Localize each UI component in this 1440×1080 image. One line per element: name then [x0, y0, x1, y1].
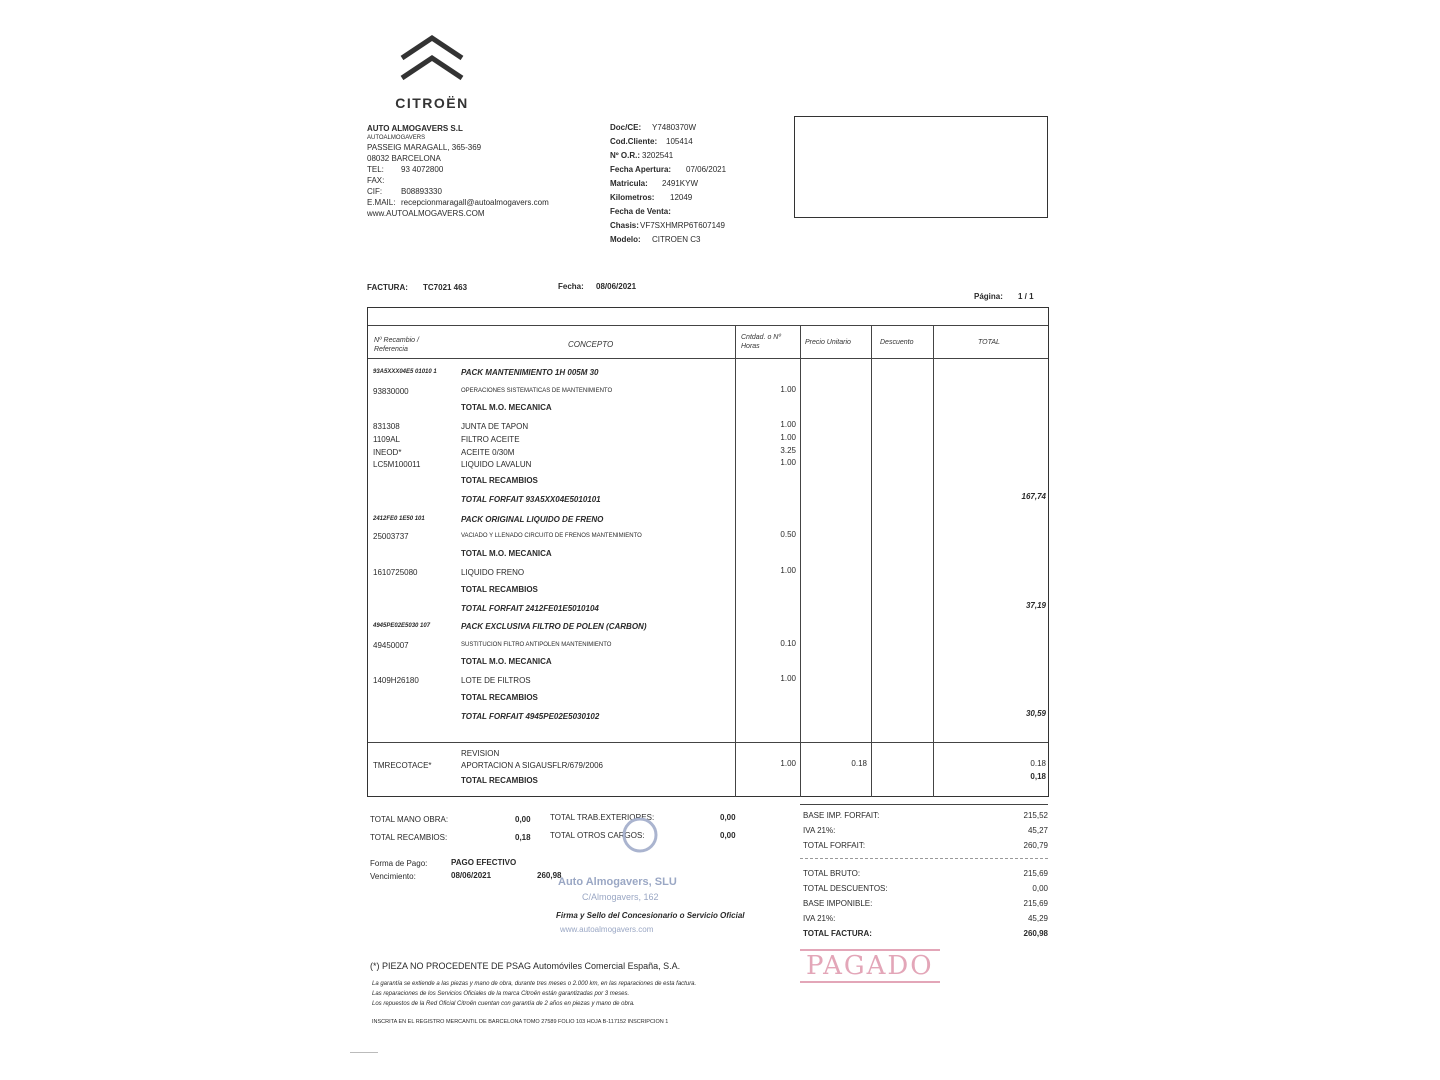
row-ref: 93830000	[373, 387, 409, 396]
col-header-descuento: Descuento	[880, 339, 914, 346]
row-ref: 49450007	[373, 641, 409, 650]
invoice-page-value: 1 / 1	[1018, 292, 1034, 301]
vehicle-value: 07/06/2021	[686, 165, 727, 174]
footer-legal-1: La garantía se extiende a las piezas y mano de obra, durante tres meses o 2.000 km, en las reparaciones de esta factura.	[372, 981, 697, 987]
col-header-cant: Cntdad. o Nº Horas	[741, 334, 781, 350]
dealer-cif-label: CIF:	[367, 187, 383, 196]
col-divider	[735, 325, 736, 797]
row-cantidad: 3.25	[780, 446, 796, 455]
vehicle-label: Kilometros:	[610, 193, 655, 202]
footer-legal-2: Las reparaciones de los Servicios Oficiales de la marca Citroën están garantizadas por 3 meses.	[372, 991, 630, 997]
row-concepto: TOTAL FORFAIT 4945PE02E5030102	[461, 712, 600, 721]
customer-address-box	[794, 116, 1048, 218]
row-ref: LC5M100011	[373, 460, 421, 469]
row-concepto: PACK EXCLUSIVA FILTRO DE POLEN (CARBON)	[461, 622, 647, 631]
extra-precio: 0.18	[851, 759, 867, 768]
row-cantidad: 1.00	[780, 385, 796, 394]
summary-value: 45,27	[1027, 826, 1048, 835]
row-concepto: JUNTA DE TAPON	[461, 422, 529, 431]
row-concepto: LIQUIDO LAVALUN	[461, 460, 532, 469]
invoice-date-value: 08/06/2021	[596, 282, 637, 291]
row-cantidad: 1.00	[780, 674, 796, 683]
summary-trab-ext: 0,00	[720, 813, 736, 822]
stamp-line2: C/Almogavers, 162	[582, 892, 659, 902]
summary-recambios-label: TOTAL RECAMBIOS:	[370, 833, 448, 842]
vehicle-value: 105414	[666, 137, 693, 146]
vehicle-row	[610, 164, 780, 175]
footer-note: (*) PIEZA NO PROCEDENTE DE PSAG Automóviles Comercial España, S.A.	[370, 961, 681, 971]
summary-value: 215,52	[1023, 811, 1048, 820]
dealer-tel	[367, 164, 607, 175]
row-concepto: TOTAL RECAMBIOS	[461, 476, 538, 485]
summary-value: 260,98	[1023, 929, 1048, 938]
stamp-seal-icon	[610, 810, 670, 860]
summary-label: IVA 21%:	[803, 914, 836, 923]
payment-method-label: Forma de Pago:	[370, 859, 428, 868]
page-edge-mark	[350, 1052, 378, 1053]
vehicle-value: CITROEN C3	[652, 235, 701, 244]
row-ref: 1109AL	[373, 435, 400, 444]
summary-otros-label: TOTAL OTROS CARGOS:	[550, 831, 645, 840]
table-top-divider	[368, 325, 1048, 326]
col-divider	[871, 325, 872, 797]
dealer-stamp	[556, 806, 766, 936]
stamp-line1: Auto Almogavers, SLU	[558, 876, 677, 888]
extra-concepto: APORTACION A SIGAUSFLR/679/2006	[461, 761, 603, 770]
row-concepto: TOTAL FORFAIT 2412FE01E5010104	[461, 604, 599, 613]
summary-otros: 0,00	[720, 831, 736, 840]
row-concepto: FILTRO ACEITE	[461, 435, 520, 444]
row-ref: INEOD*	[373, 448, 402, 457]
extra-subtotal: 0,18	[1030, 772, 1046, 781]
footer-legal-3: Los repuestos de la Red Oficial Citroën cuentan con garantía de 2 años en piezas y mano de obra.	[372, 1001, 635, 1007]
dealer-cif-value: B08893330	[401, 187, 442, 196]
row-ref: 2412FE0 1E50 101	[373, 516, 425, 522]
table-section-divider	[368, 742, 1048, 743]
col-header-concepto: CONCEPTO	[568, 340, 614, 349]
row-concepto: TOTAL M.O. MECANICA	[461, 403, 552, 412]
row-concepto: LOTE DE FILTROS	[461, 676, 531, 685]
vehicle-value: Y7480370W	[652, 123, 697, 132]
summary-value: 215,69	[1023, 869, 1048, 878]
summary-value: 215,69	[1023, 899, 1048, 908]
summary-label: TOTAL FACTURA:	[803, 929, 872, 938]
row-concepto: ACEITE 0/30M	[461, 448, 515, 457]
vehicle-row	[610, 178, 780, 189]
summary-label: TOTAL DESCUENTOS:	[803, 884, 888, 893]
summary-value: 0,00	[1032, 884, 1048, 893]
footer-registry: INSCRITA EN EL REGISTRO MERCANTIL DE BARCELONA TOMO 27589 FOLIO 103 HOJA B-117152 INSCRIPCION 1	[372, 1019, 669, 1025]
extra-subtotal-label: TOTAL RECAMBIOS	[461, 776, 538, 785]
dealer-email-label: E.MAIL:	[367, 198, 396, 207]
row-total: 30,59	[1025, 709, 1046, 718]
table-header-divider	[368, 358, 1048, 359]
vehicle-value: 2491KYW	[662, 179, 699, 188]
summary-label: IVA 21%:	[803, 826, 836, 835]
row-concepto: LIQUIDO FRENO	[461, 568, 525, 577]
summary-recambios: 0,18	[515, 833, 531, 842]
dealer-email-value: recepcionmaragall@autoalmogavers.com	[401, 198, 549, 207]
citroen-chevrons-icon	[380, 30, 484, 88]
row-concepto: TOTAL M.O. MECANICA	[461, 657, 552, 666]
vehicle-label: Doc/CE:	[610, 123, 642, 132]
stamp-web: www.autoalmogavers.com	[560, 925, 654, 934]
due-amount: 260,98	[537, 871, 562, 880]
vehicle-value: 3202541	[642, 151, 674, 160]
vehicle-label: Cod.Cliente:	[610, 137, 658, 146]
dealer-tel-label: TEL:	[367, 165, 384, 174]
col-header-precio: Precio Unitario	[805, 339, 851, 346]
row-ref: 93A5XXX04E5 01010 1	[373, 369, 437, 375]
summary-trab-ext-label: TOTAL TRAB.EXTERIORES:	[550, 813, 655, 822]
extra-cant: 1.00	[780, 759, 796, 768]
summary-value: 45,29	[1027, 914, 1048, 923]
col-header-total: TOTAL	[978, 339, 1000, 346]
col-divider	[933, 325, 934, 797]
col-divider	[800, 325, 801, 797]
dealer-cif	[367, 186, 607, 197]
row-total: 37,19	[1025, 601, 1046, 610]
summary-value: 260,79	[1023, 841, 1048, 850]
payment-method: PAGO EFECTIVO	[451, 858, 517, 867]
vehicle-label: Matricula:	[610, 179, 648, 188]
dealer-email	[367, 197, 607, 208]
vehicle-value: 12049	[670, 193, 693, 202]
summary-label: BASE IMP. FORFAIT:	[803, 811, 880, 820]
row-ref: 25003737	[373, 532, 409, 541]
vehicle-label: Modelo:	[610, 235, 641, 244]
row-cantidad: 1.00	[780, 566, 796, 575]
row-ref: 831308	[373, 422, 400, 431]
dealer-address: PASSEIG MARAGALL, 365-369	[367, 143, 482, 152]
extra-total: 0.18	[1030, 759, 1046, 768]
row-concepto: PACK MANTENIMIENTO 1H 005M 30	[461, 368, 599, 377]
dealer-fax	[367, 175, 607, 186]
vehicle-row	[610, 206, 780, 217]
row-concepto: TOTAL FORFAIT 93A5XX04E5010101	[461, 495, 601, 504]
summary-divider	[800, 858, 1048, 859]
vehicle-info	[610, 122, 780, 245]
vehicle-label: Fecha de Venta:	[610, 207, 671, 216]
dealer-web: www.AUTOALMOGAVERS.COM	[367, 209, 485, 218]
dealer-subname: AUTOALMOGAVERS	[367, 135, 426, 141]
dealer-info	[367, 123, 607, 219]
dealer-name: AUTO ALMOGAVERS S.L	[367, 124, 463, 133]
row-concepto: VACIADO Y LLENADO CIRCUITO DE FRENOS MANTENIMIENTO	[461, 533, 642, 539]
row-cantidad: 1.00	[780, 433, 796, 442]
invoice-number	[367, 282, 467, 293]
due-date-label: Vencimiento:	[370, 872, 416, 881]
invoice-number-value: TC7021 463	[423, 283, 468, 292]
invoice-page-label: Página:	[974, 292, 1003, 301]
vehicle-row	[610, 122, 780, 133]
vehicle-label: Fecha Apertura:	[610, 165, 672, 174]
stamp-signature-caption: Firma y Sello del Concesionario o Servicio Oficial	[556, 911, 745, 920]
summary-label: TOTAL BRUTO:	[803, 869, 861, 878]
row-concepto: OPERACIONES SISTEMATICAS DE MANTENIMIENTO	[461, 388, 613, 394]
summary-label: BASE IMPONIBLE:	[803, 899, 873, 908]
row-cantidad: 0.10	[780, 639, 796, 648]
vehicle-label: Nº O.R.:	[610, 151, 641, 160]
vehicle-row	[610, 192, 780, 203]
row-concepto: TOTAL RECAMBIOS	[461, 585, 538, 594]
row-cantidad: 0.50	[780, 530, 796, 539]
dealer-city: 08032 BARCELONA	[367, 154, 441, 163]
row-concepto: SUSTITUCION FILTRO ANTIPOLEN MANTENIMIENTO	[461, 642, 612, 648]
row-ref: 1409H26180	[373, 676, 419, 685]
col-header-ref: Nº Recambio / Referencia	[374, 337, 419, 353]
dealer-fax-label: FAX:	[367, 176, 385, 185]
invoice-date	[558, 281, 636, 292]
paid-stamp: PAGADO	[800, 949, 940, 983]
invoice-number-label: FACTURA:	[367, 283, 408, 292]
vehicle-value: VF7SXHMRP6T607149	[640, 221, 725, 230]
invoice-date-label: Fecha:	[558, 282, 584, 291]
row-cantidad: 1.00	[780, 458, 796, 467]
vehicle-label: Chasis:	[610, 221, 639, 230]
row-total: 167,74	[1021, 492, 1046, 501]
row-ref: 4945PE02E5030 107	[373, 623, 431, 629]
vehicle-row	[610, 220, 780, 231]
citroen-logo	[380, 30, 484, 110]
row-ref: 1610725080	[373, 568, 418, 577]
extra-ref: TMRECOTACE*	[373, 761, 432, 770]
summary-label: TOTAL FORFAIT:	[803, 841, 866, 850]
row-cantidad: 1.00	[780, 420, 796, 429]
extra-revision: REVISION	[461, 749, 500, 758]
row-concepto: PACK ORIGINAL LIQUIDO DE FRENO	[461, 515, 604, 524]
brand-name: CITROËN	[395, 95, 469, 111]
vehicle-row	[610, 234, 780, 245]
vehicle-row	[610, 150, 780, 161]
row-concepto: TOTAL RECAMBIOS	[461, 693, 538, 702]
summary-mano-obra: 0,00	[515, 815, 531, 824]
dealer-tel-value: 93 4072800	[401, 165, 444, 174]
row-concepto: TOTAL M.O. MECANICA	[461, 549, 552, 558]
summary-mano-obra-label: TOTAL MANO OBRA:	[370, 815, 449, 824]
vehicle-row	[610, 136, 780, 147]
due-date: 08/06/2021	[451, 871, 492, 880]
summary-right-top-line	[800, 804, 1048, 805]
invoice-page	[974, 291, 1034, 302]
